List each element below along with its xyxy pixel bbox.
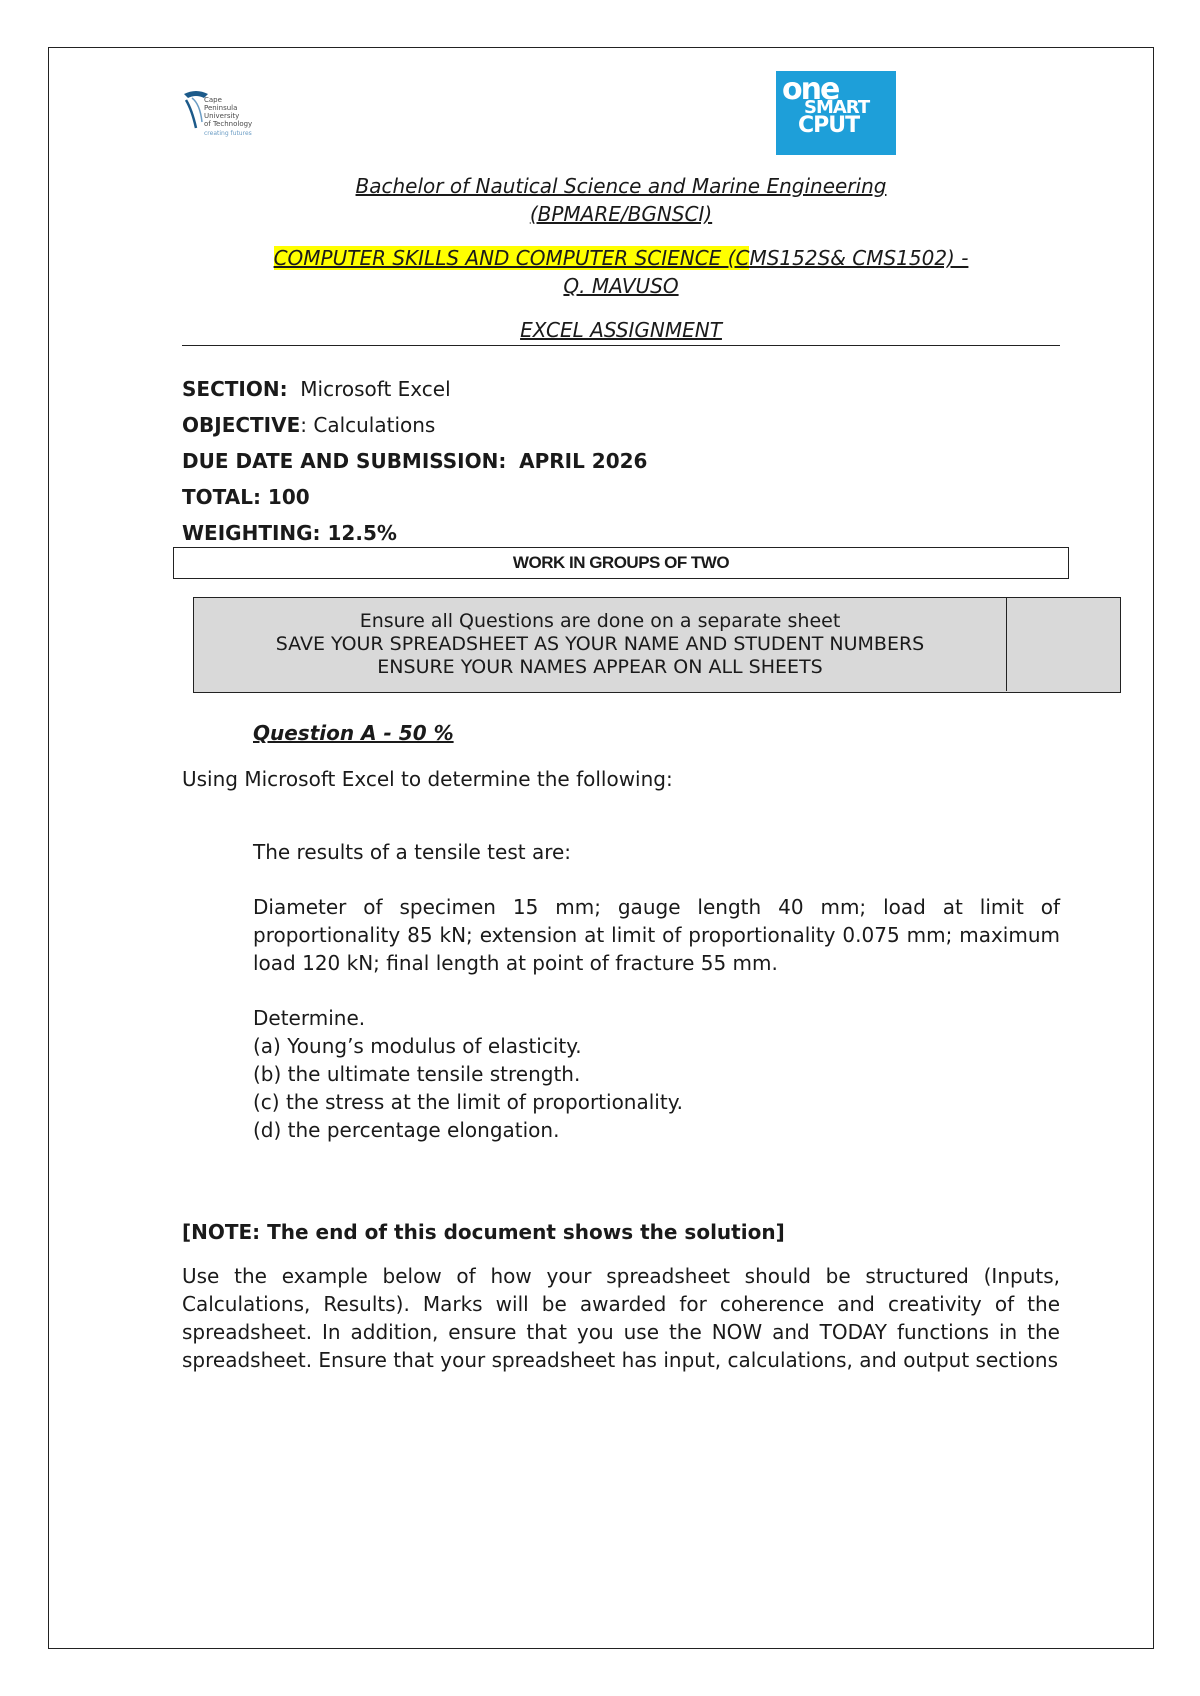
total-value: TOTAL: 100 bbox=[182, 485, 310, 509]
due-date-line bbox=[182, 448, 647, 474]
due-date-label: DUE DATE AND SUBMISSION: bbox=[182, 449, 507, 473]
logo-line: University bbox=[204, 112, 240, 120]
list-item: (a) Young’s modulus of elasticity. bbox=[253, 1034, 582, 1058]
logo-tagline: creating futures bbox=[204, 130, 252, 137]
determine-list bbox=[253, 1004, 683, 1144]
total-line bbox=[182, 484, 310, 510]
list-item: (d) the percentage elongation. bbox=[253, 1118, 560, 1142]
logo-line: Peninsula bbox=[204, 104, 238, 112]
logo-word-smart: SMART bbox=[804, 97, 870, 118]
one-smart-cput-logo bbox=[776, 71, 896, 155]
course-title bbox=[182, 244, 1060, 272]
logo-line: Cape bbox=[204, 96, 222, 104]
notice-text bbox=[194, 610, 1006, 679]
weighting-line bbox=[182, 520, 397, 546]
programme-title: Bachelor of Nautical Science and Marine Engineering bbox=[355, 174, 887, 198]
notice-line: SAVE YOUR SPREADSHEET AS YOUR NAME AND STUDENT NUMBERS bbox=[275, 633, 925, 655]
list-item: (c) the stress at the limit of proportionality. bbox=[253, 1090, 684, 1114]
course-title-rest: MS152S& CMS1502) - bbox=[749, 246, 969, 270]
notice-divider bbox=[1006, 598, 1007, 691]
notice-line: Ensure all Questions are done on a separate sheet bbox=[359, 610, 841, 632]
instructions-paragraph: Use the example below of how your spreadsheet should be structured (Inputs, Calculations, Results). Marks will be awarded for coherence and creativity of the spreadsheet. In addition, ensure that you use the NOW and TODAY functions in the spreadsheet. Ensure that your spreadsheet has input, calculations, and output sections bbox=[182, 1264, 1060, 1372]
lecturer-name: Q. MAVUSO bbox=[563, 274, 679, 298]
section-value: Microsoft Excel bbox=[300, 377, 451, 401]
tensile-data: Diameter of specimen 15 mm; gauge length 40 mm; load at limit of proportionality 85 kN; extension at limit of proportionality 0.075 mm; maximum load 120 kN; final length at point of fracture 55 mm. bbox=[253, 895, 1060, 975]
question-heading: Question A - 50 % bbox=[253, 721, 454, 745]
logo-word-one: one bbox=[782, 72, 839, 107]
due-date-value: APRIL 2026 bbox=[519, 449, 648, 473]
cput-logo bbox=[182, 88, 274, 146]
assignment-title: EXCEL ASSIGNMENT bbox=[520, 318, 722, 342]
objective-value: : Calculations bbox=[300, 413, 436, 437]
objective-label: OBJECTIVE bbox=[182, 413, 301, 437]
header-rule bbox=[182, 345, 1060, 346]
logo-line: of Technology bbox=[204, 120, 253, 128]
question-intro: Using Microsoft Excel to determine the following: bbox=[182, 767, 673, 791]
results-intro: The results of a tensile test are: bbox=[253, 840, 572, 864]
notice-box bbox=[193, 597, 1121, 693]
section-label: SECTION: bbox=[182, 377, 288, 401]
groups-banner: WORK IN GROUPS OF TWO bbox=[173, 547, 1069, 579]
objective-line bbox=[182, 412, 435, 438]
programme-code: (BPMARE/BGNSCI) bbox=[529, 202, 713, 226]
solution-note: [NOTE: The end of this document shows the solution] bbox=[182, 1220, 785, 1244]
list-item: (b) the ultimate tensile strength. bbox=[253, 1062, 581, 1086]
course-title-highlighted: COMPUTER SKILLS AND COMPUTER SCIENCE (C bbox=[273, 246, 750, 270]
weighting-value: WEIGHTING: 12.5% bbox=[182, 521, 397, 545]
logo-word-cput: CPUT bbox=[798, 113, 860, 138]
section-line bbox=[182, 376, 451, 402]
determine-label: Determine. bbox=[253, 1006, 366, 1030]
notice-line: ENSURE YOUR NAMES APPEAR ON ALL SHEETS bbox=[377, 656, 823, 678]
